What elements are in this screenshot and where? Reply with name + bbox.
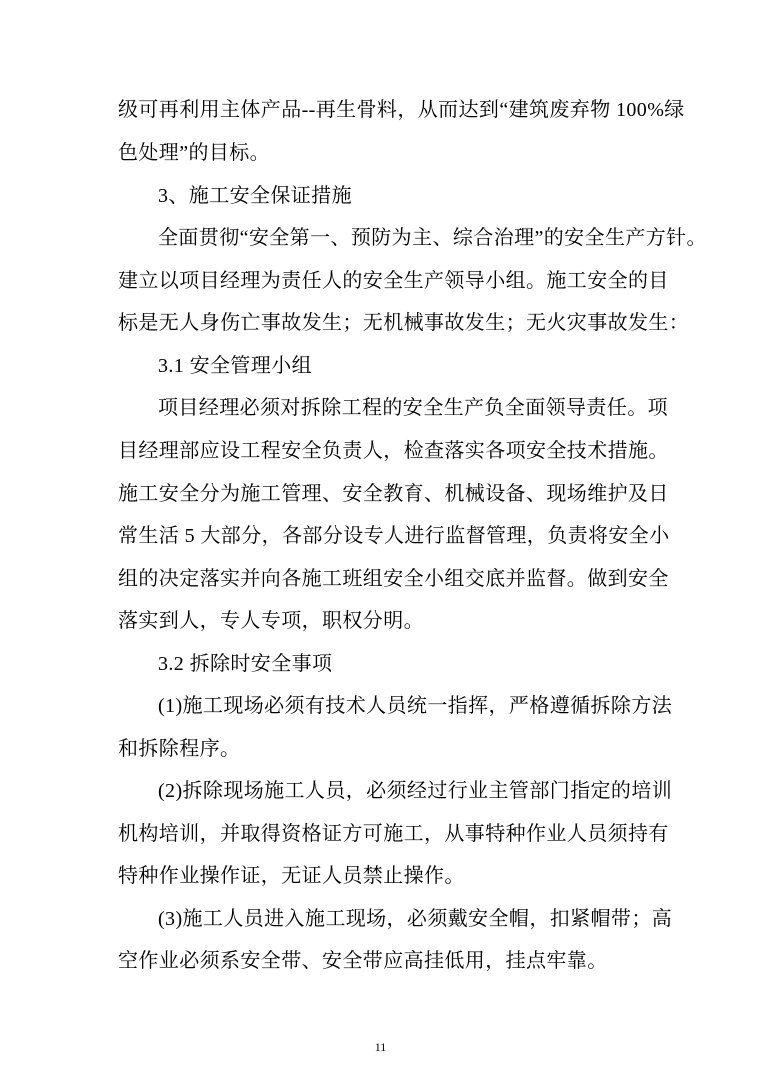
section-heading: 3、施工安全保证措施: [158, 185, 352, 207]
text-line: 组的决定落实并向各施工班组安全小组交底并监督。做到安全: [118, 568, 669, 590]
text-line: (2)拆除现场施工人员，必须经过行业主管部门指定的培训: [158, 780, 673, 802]
text-line: 目经理部应设工程安全负责人，检查落实各项安全技术措施。: [118, 440, 669, 462]
text-line: 落实到人，专人专项，职权分明。: [118, 610, 424, 632]
text-line: 级可再利用主体产品--再生骨料，从而达到“建筑废弃物 100%绿: [118, 99, 685, 121]
page-number: 11: [374, 1040, 387, 1054]
text-line: 空作业必须系安全带、安全带应高挂低用，挂点牢靠。: [118, 950, 608, 972]
text-line: 特种作业操作证，无证人员禁止操作。: [118, 865, 465, 887]
text-line: (1)施工现场必须有技术人员统一指挥，严格遵循拆除方法: [158, 695, 673, 717]
text-line: 建立以项目经理为责任人的安全生产领导小组。施工安全的目: [118, 270, 669, 292]
text-line: 标是无人身伤亡事故发生；无机械事故发生；无火灾事故发生：: [118, 312, 690, 334]
text-line: (3)施工人员进入施工现场，必须戴安全帽，扣紧帽带；高: [158, 908, 673, 930]
text-line: 机构培训，并取得资格证方可施工，从事特种作业人员须持有: [118, 823, 669, 845]
text-line: 全面贯彻“安全第一、预防为主、综合治理”的安全生产方针。: [158, 227, 707, 249]
text-line: 项目经理必须对拆除工程的安全生产负全面领导责任。项: [158, 397, 668, 419]
text-line: 施工安全分为施工管理、安全教育、机械设备、现场维护及日: [118, 483, 669, 505]
subsection-heading: 3.2 拆除时安全事项: [158, 653, 333, 675]
text-line: 和拆除程序。: [118, 738, 241, 760]
subsection-heading: 3.1 安全管理小组: [158, 355, 312, 377]
text-line: 常生活 5 大部分，各部分设专人进行监督管理，负责将安全小: [118, 525, 670, 547]
text-line: 色处理”的目标。: [118, 142, 271, 164]
